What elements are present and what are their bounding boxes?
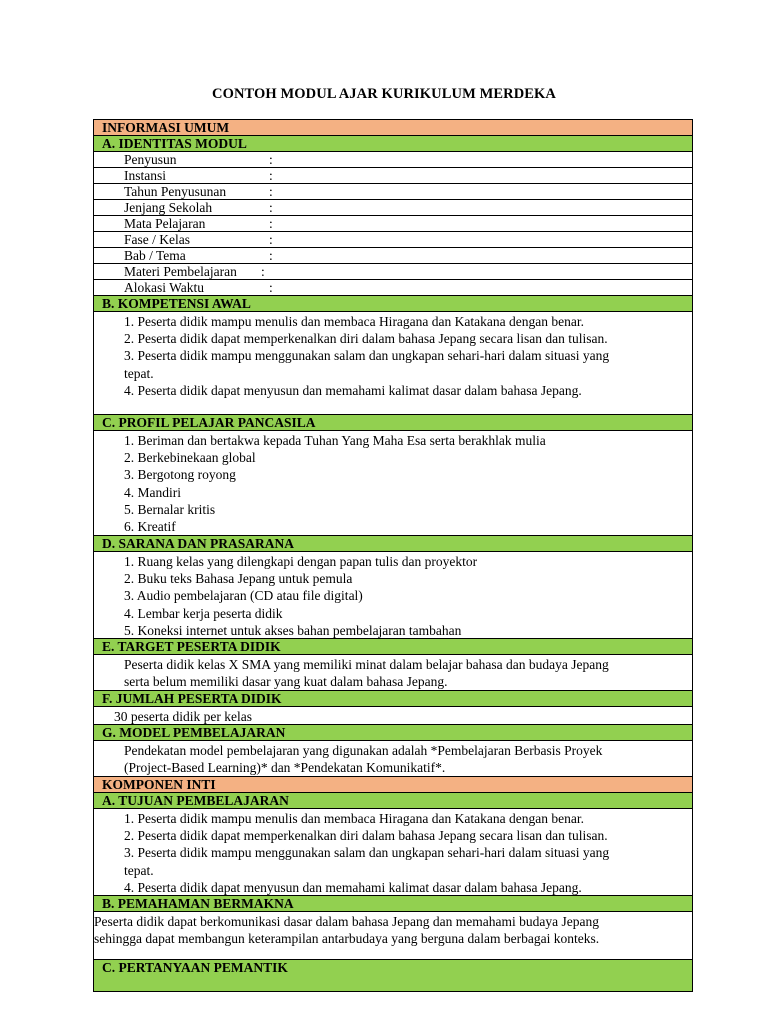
section-target-peserta-didik: E. TARGET PESERTA DIDIK <box>93 638 693 655</box>
section-profil-pelajar-pancasila: C. PROFIL PELAJAR PANCASILA <box>93 414 693 431</box>
field-colon: : <box>269 232 273 247</box>
list-item-continued: tepat. <box>124 862 154 878</box>
field-label: Tahun Penyusunan <box>124 184 227 199</box>
list-item: 4. Peserta didik dapat menyusun dan memahami kalimat dasar dalam bahasa Jepang. <box>124 382 582 398</box>
list-item: 1. Peserta didik mampu menulis dan membaca Hiragana dan Katakana dengan benar. <box>124 314 584 329</box>
tujuan-pembelajaran-content <box>93 808 693 896</box>
profil-pelajar-content <box>93 430 693 536</box>
field-alokasi-waktu <box>93 279 693 296</box>
field-jenjang-sekolah <box>93 199 693 216</box>
field-colon: : <box>269 200 273 215</box>
field-tahun-penyusunan <box>93 183 693 200</box>
field-colon: : <box>269 248 273 263</box>
field-colon: : <box>261 264 265 279</box>
document-title: CONTOH MODUL AJAR KURIKULUM MERDEKA <box>212 86 556 102</box>
list-item: 2. Peserta didik dapat memperkenalkan diri dalam bahasa Jepang secara lisan dan tulisan. <box>124 331 608 347</box>
field-label: Alokasi Waktu <box>124 280 205 295</box>
section-kompetensi-awal: B. KOMPETENSI AWAL <box>93 295 693 312</box>
list-item: 2. Berkebinekaan global <box>124 450 256 466</box>
list-item: 5. Bernalar kritis <box>124 501 216 517</box>
field-colon: : <box>269 152 273 167</box>
module-table <box>93 119 693 992</box>
section-komponen-inti: KOMPONEN INTI <box>93 776 693 793</box>
list-item: 4. Lembar kerja peserta didik <box>124 605 283 621</box>
list-item: 6. Kreatif <box>124 518 176 534</box>
sarana-prasarana-content <box>93 551 693 639</box>
list-item: 4. Mandiri <box>124 484 181 500</box>
field-colon: : <box>269 280 273 295</box>
paragraph-line: Peserta didik dapat berkomunikasi dasar dalam bahasa Jepang dan memahami budaya Jepang <box>94 914 599 929</box>
field-fase-kelas <box>93 231 693 248</box>
field-label: Mata Pelajaran <box>124 216 206 231</box>
list-item: 3. Peserta didik mampu menggunakan salam dan ungkapan sehari-hari dalam situasi yang <box>124 845 610 861</box>
paragraph-line: 30 peserta didik per kelas <box>114 709 252 724</box>
field-instansi <box>93 167 693 184</box>
list-item: 3. Bergotong royong <box>124 467 236 483</box>
field-label: Penyusun <box>124 152 177 167</box>
section-tujuan-pembelajaran: A. TUJUAN PEMBELAJARAN <box>93 792 693 809</box>
section-identitas-modul: A. IDENTITAS MODUL <box>93 135 693 152</box>
section-model-pembelajaran: G. MODEL PEMBELAJARAN <box>93 724 693 741</box>
field-bab-tema <box>93 247 693 264</box>
list-item: 1. Ruang kelas yang dilengkapi dengan papan tulis dan proyektor <box>124 554 478 569</box>
list-item: 4. Peserta didik dapat menyusun dan memahami kalimat dasar dalam bahasa Jepang. <box>124 879 582 895</box>
pemahaman-bermakna-content <box>93 911 693 960</box>
list-item: 1. Peserta didik mampu menulis dan membaca Hiragana dan Katakana dengan benar. <box>124 811 584 826</box>
target-peserta-content <box>93 654 693 691</box>
paragraph-line: sehingga dapat membangun keterampilan antarbudaya yang berguna dalam berbagai konteks. <box>94 931 600 947</box>
paragraph-line: (Project-Based Learning)* dan *Pendekatan Komunikatif*. <box>124 760 446 776</box>
list-item: 2. Buku teks Bahasa Jepang untuk pemula <box>124 571 353 587</box>
list-item: 3. Audio pembelajaran (CD atau file digital) <box>124 588 363 604</box>
list-item: 2. Peserta didik dapat memperkenalkan diri dalam bahasa Jepang secara lisan dan tulisan. <box>124 828 608 844</box>
field-label: Instansi <box>124 168 166 183</box>
list-item-continued: tepat. <box>124 365 154 381</box>
paragraph-line: Peserta didik kelas X SMA yang memiliki minat dalam belajar bahasa dan budaya Jepang <box>124 657 609 672</box>
paragraph-line: serta belum memiliki dasar yang kuat dalam bahasa Jepang. <box>124 674 448 690</box>
model-pembelajaran-content <box>93 740 693 777</box>
section-jumlah-peserta-didik: F. JUMLAH PESERTA DIDIK <box>93 690 693 707</box>
jumlah-peserta-content <box>93 706 693 725</box>
field-colon: : <box>269 168 273 183</box>
kompetensi-awal-content <box>93 311 693 415</box>
field-materi-pembelajaran <box>93 263 693 280</box>
section-pemahaman-bermakna: B. PEMAHAMAN BERMAKNA <box>93 895 693 912</box>
field-label: Materi Pembelajaran <box>124 264 237 279</box>
paragraph-line: Pendekatan model pembelajaran yang digunakan adalah *Pembelajaran Berbasis Proyek <box>124 743 603 758</box>
field-colon: : <box>269 184 273 199</box>
field-label: Fase / Kelas <box>124 232 190 247</box>
list-item: 3. Peserta didik mampu menggunakan salam dan ungkapan sehari-hari dalam situasi yang <box>124 348 610 364</box>
section-informasi-umum: INFORMASI UMUM <box>93 119 693 136</box>
list-item: 1. Beriman dan bertakwa kepada Tuhan Yang Maha Esa serta berakhlak mulia <box>124 433 546 448</box>
list-item: 5. Koneksi internet untuk akses bahan pembelajaran tambahan <box>124 622 462 638</box>
field-label: Jenjang Sekolah <box>124 200 213 215</box>
field-mata-pelajaran <box>93 215 693 232</box>
section-pertanyaan-pemantik: C. PERTANYAAN PEMANTIK <box>93 959 693 992</box>
section-sarana-prasarana: D. SARANA DAN PRASARANA <box>93 535 693 552</box>
field-colon: : <box>269 216 273 231</box>
field-penyusun <box>93 151 693 168</box>
field-label: Bab / Tema <box>124 248 186 263</box>
